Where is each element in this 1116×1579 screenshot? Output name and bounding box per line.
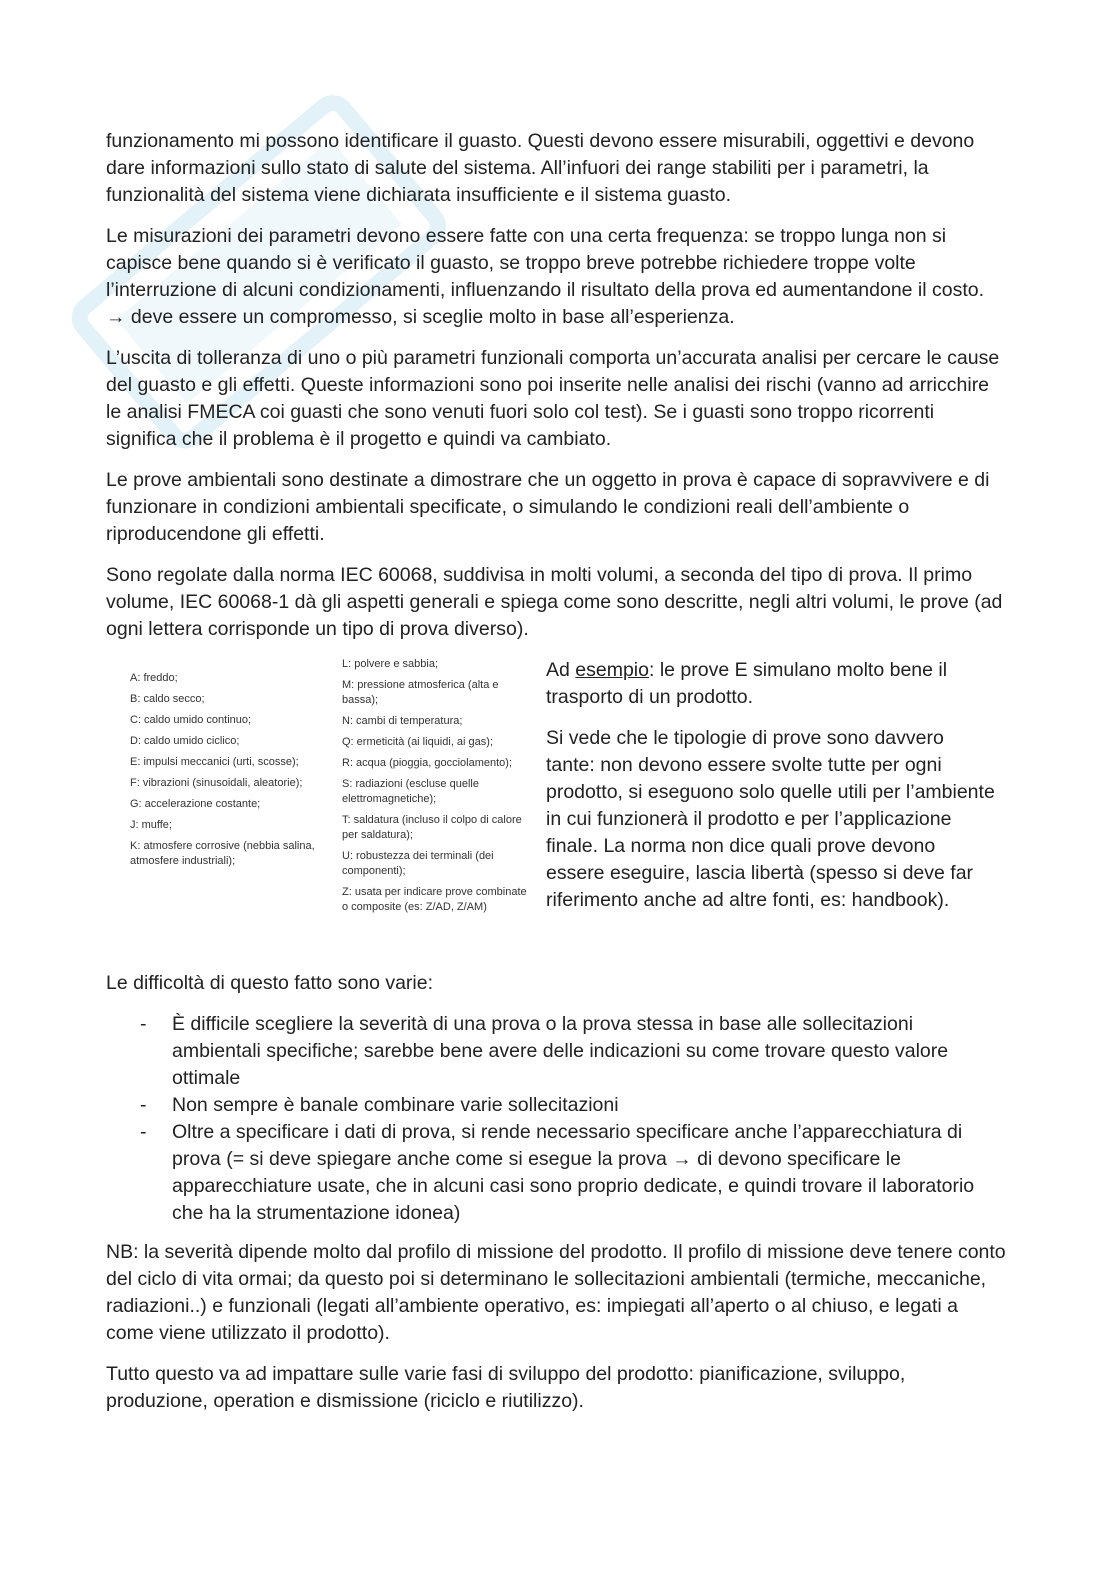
- list-item: [106, 1011, 1006, 1092]
- test-type-item: U: robustezza dei terminali (dei componenti);: [342, 850, 494, 877]
- example-prefix: Ad: [546, 659, 576, 681]
- test-type-item: K: atmosfere corrosive (nebbia salina, atmosfere industriali);: [130, 840, 315, 867]
- test-type-item: Q: ermeticità (ai liquidi, ai gas);: [342, 736, 493, 748]
- test-type-item: D: caldo umido ciclico;: [130, 735, 240, 747]
- dash-marker: -: [140, 1013, 147, 1035]
- test-types-section: [106, 657, 1006, 962]
- test-type-item: R: acqua (pioggia, gocciolamento);: [342, 757, 512, 769]
- paragraph-2: Le misurazioni dei parametri devono essere fatte con una certa frequenza: se troppo lunga non si capisce bene quando si è verificato il guasto, se troppo breve potrebbe richiedere troppe volte l’interruzione di alcuni condizionamenti, influenzando il risultato della prova ed aumentandone il costo. → deve essere un compromesso, si sceglie molto in base all’esperienza.: [106, 225, 985, 328]
- test-type-item: N: cambi di temperatura;: [342, 715, 463, 727]
- nb-paragraph: NB: la severità dipende molto dal profilo di missione del prodotto. Il profilo di missione deve tenere conto del ciclo di vita ormai; da questo poi si determinano le sollecitazioni ambientali (termiche, meccaniche, radiazioni..) e funzionali (legati all’ambiente operativo, es: impiegati all’aperto o al chiuso, e legati a come viene utilizzato il prodotto).: [106, 1241, 1006, 1344]
- list-item-text: È difficile scegliere la severità di una prova o la prova stessa in base alle sollecitazioni ambientali specifiche; sarebbe bene avere delle indicazioni su come trovare questo valore ottimale: [172, 1013, 949, 1089]
- paragraph-1: funzionamento mi possono identificare il guasto. Questi devono essere misurabili, oggettivi e devono dare informazioni sullo stato di salute del sistema. All’infuori dei range stabiliti per i parametri, la funzionalità del sistema viene dichiarata insufficiente e il sistema guasto.: [106, 130, 975, 206]
- difficulties-intro: Le difficoltà di questo fatto sono varie:: [106, 972, 434, 994]
- list-item: [106, 1092, 1006, 1119]
- example-rest: : le prove E simulano molto bene il trasporto di un prodotto.: [546, 659, 948, 708]
- example-underlined: esempio: [575, 659, 649, 681]
- test-type-item: C: caldo umido continuo;: [130, 714, 252, 726]
- dash-marker: -: [140, 1094, 147, 1116]
- test-type-item: A: freddo;: [130, 672, 178, 684]
- paragraph-5: Sono regolate dalla norma IEC 60068, suddivisa in molti volumi, a seconda del tipo di prova. Il primo volume, IEC 60068-1 dà gli aspetti generali e spiega come sono descritte, negli altri volumi, le prove (ad ogni lettera corrisponde un tipo di prova diverso).: [106, 564, 1003, 640]
- side-paragraph-2: Si vede che le tipologie di prove sono davvero tante: non devono essere svolte tutte per ogni prodotto, si eseguono solo quelle utili per l’ambiente in cui funzionerà il prodotto e per l’applicazione finale. La norma non dice quali prove devono essere eseguire, lascia libertà (spesso si deve far riferimento anche ad altre fonti, es: handbook).: [546, 727, 995, 911]
- dash-marker: -: [140, 1121, 147, 1143]
- list-item: [106, 1119, 1006, 1227]
- list-item-text: Non sempre è banale combinare varie sollecitazioni: [172, 1094, 619, 1116]
- document-page: [106, 128, 1006, 1429]
- test-type-item: S: radiazioni (escluse quelle elettromagnetiche);: [342, 778, 479, 805]
- side-text: [546, 657, 996, 928]
- test-type-item: M: pressione atmosferica (alta e bassa);: [342, 679, 499, 706]
- test-types-list-left: [130, 671, 320, 875]
- test-type-item: T: saldatura (incluso il colpo di calore per saldatura);: [342, 814, 522, 841]
- paragraph-4: Le prove ambientali sono destinate a dimostrare che un oggetto in prova è capace di sopravvivere e di funzionare in condizioni ambientali specificate, o simulando le condizioni reali dell’ambiente o riproducendone gli effetti.: [106, 469, 990, 545]
- test-types-list-right: [342, 657, 532, 921]
- test-type-item: L: polvere e sabbia;: [342, 658, 439, 670]
- example-paragraph: [546, 657, 996, 711]
- list-item-text: Oltre a specificare i dati di prova, si rende necessario specificare anche l’apparecchiatura di prova (= si deve spiegare anche come si esegue la prova → di devono specificare le apparecchiature usate, che in alcuni casi sono proprio dedicate, e quindi trovare il laboratorio che ha la strumentazione idonea): [172, 1121, 975, 1224]
- final-paragraph: Tutto questo va ad impattare sulle varie fasi di sviluppo del prodotto: pianificazione, sviluppo, produzione, operation e dismissione (riciclo e riutilizzo).: [106, 1363, 906, 1412]
- test-type-item: G: accelerazione costante;: [130, 798, 261, 810]
- paragraph-3: L’uscita di tolleranza di uno o più parametri funzionali comporta un’accurata analisi per cercare le cause del guasto e gli effetti. Queste informazioni sono poi inserite nelle analisi dei rischi (vanno ad arricchire le analisi FMECA coi guasti che sono venuti fuori solo col test). Se i guasti sono troppo ricorrenti significa che il problema è il progetto e quindi va cambiato.: [106, 347, 1000, 450]
- test-type-item: B: caldo secco;: [130, 693, 205, 705]
- difficulties-list: [106, 1011, 1006, 1227]
- test-type-item: J: muffe;: [130, 819, 172, 831]
- test-type-item: E: impulsi meccanici (urti, scosse);: [130, 756, 299, 768]
- test-type-item: Z: usata per indicare prove combinate o composite (es: Z/AD, Z/AM): [342, 886, 527, 913]
- test-type-item: F: vibrazioni (sinusoidali, aleatorie);: [130, 777, 303, 789]
